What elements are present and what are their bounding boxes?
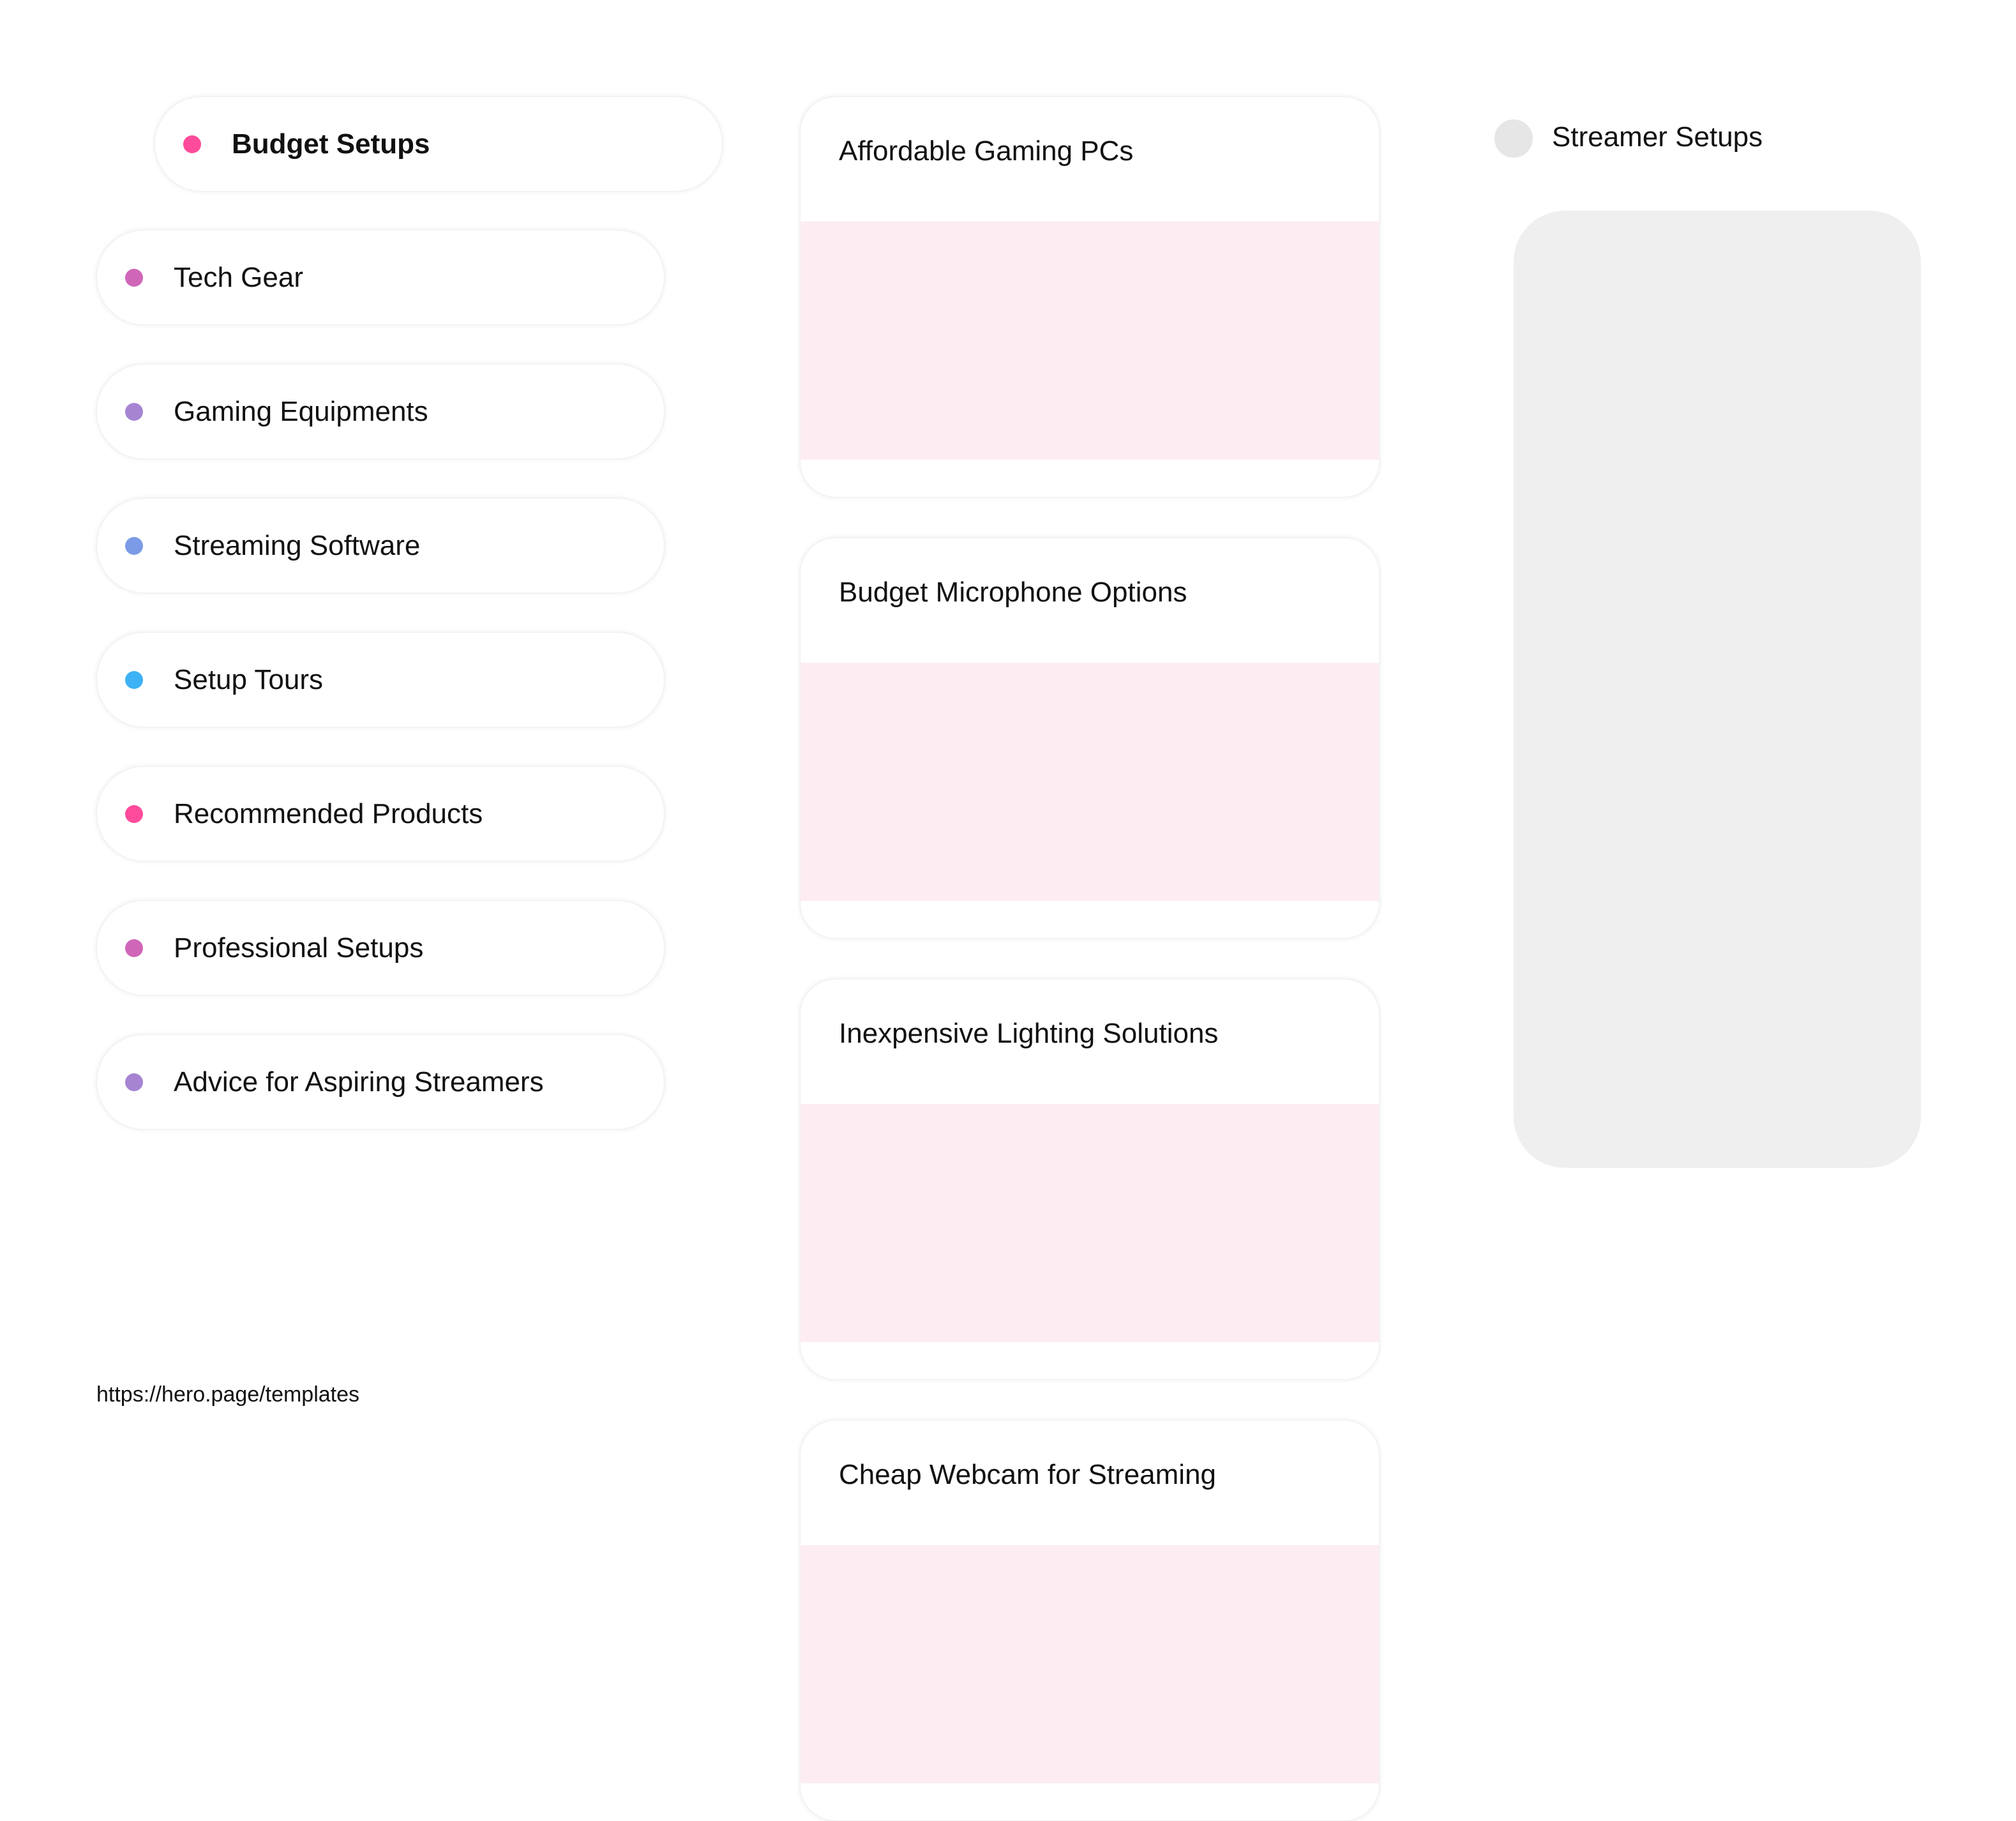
nav-item-label: Advice for Aspiring Streamers (174, 1066, 544, 1098)
card-title: Budget Microphone Options (839, 577, 1187, 608)
nav-item-label: Setup Tours (174, 663, 324, 695)
nav-dot-icon (183, 135, 201, 153)
nav-item[interactable] (96, 1034, 665, 1130)
card-image-placeholder (801, 1545, 1379, 1783)
card-image-placeholder (801, 222, 1379, 460)
nav-item[interactable] (96, 364, 665, 459)
content-card[interactable] (800, 979, 1380, 1380)
nav-dot-icon (125, 269, 143, 287)
content-card[interactable] (800, 1420, 1380, 1821)
nav-item-label: Streaming Software (174, 529, 421, 561)
nav-dot-icon (125, 939, 143, 957)
content-card[interactable] (800, 538, 1380, 939)
nav-item-label: Gaming Equipments (174, 395, 428, 427)
nav-item[interactable] (154, 96, 723, 192)
nav-dot-icon (125, 805, 143, 823)
nav-dot-icon (125, 403, 143, 421)
nav-dot-icon (125, 671, 143, 689)
nav-item[interactable] (96, 900, 665, 995)
nav-dot-icon (125, 1073, 143, 1091)
content-card[interactable] (800, 96, 1380, 497)
card-image-placeholder (801, 1104, 1379, 1342)
card-image-placeholder (801, 663, 1379, 901)
nav-item[interactable] (96, 498, 665, 593)
nav-item-label: Recommended Products (174, 797, 483, 829)
footer-url-link[interactable]: https://hero.page/templates (96, 1382, 360, 1407)
streamer-setups-dot-icon (1494, 119, 1533, 158)
nav-item-label: Tech Gear (174, 261, 303, 293)
nav-item[interactable] (96, 632, 665, 727)
nav-dot-icon (125, 537, 143, 555)
nav-item-label: Budget Setups (232, 128, 430, 160)
card-title: Cheap Webcam for Streaming (839, 1459, 1217, 1490)
nav-item[interactable] (96, 766, 665, 861)
streamer-setups-title: Streamer Setups (1552, 121, 1763, 153)
nav-item[interactable] (96, 230, 665, 325)
streamer-setups-panel (1514, 211, 1921, 1168)
nav-item-label: Professional Setups (174, 932, 424, 963)
card-title: Inexpensive Lighting Solutions (839, 1018, 1219, 1049)
card-title: Affordable Gaming PCs (839, 135, 1134, 167)
